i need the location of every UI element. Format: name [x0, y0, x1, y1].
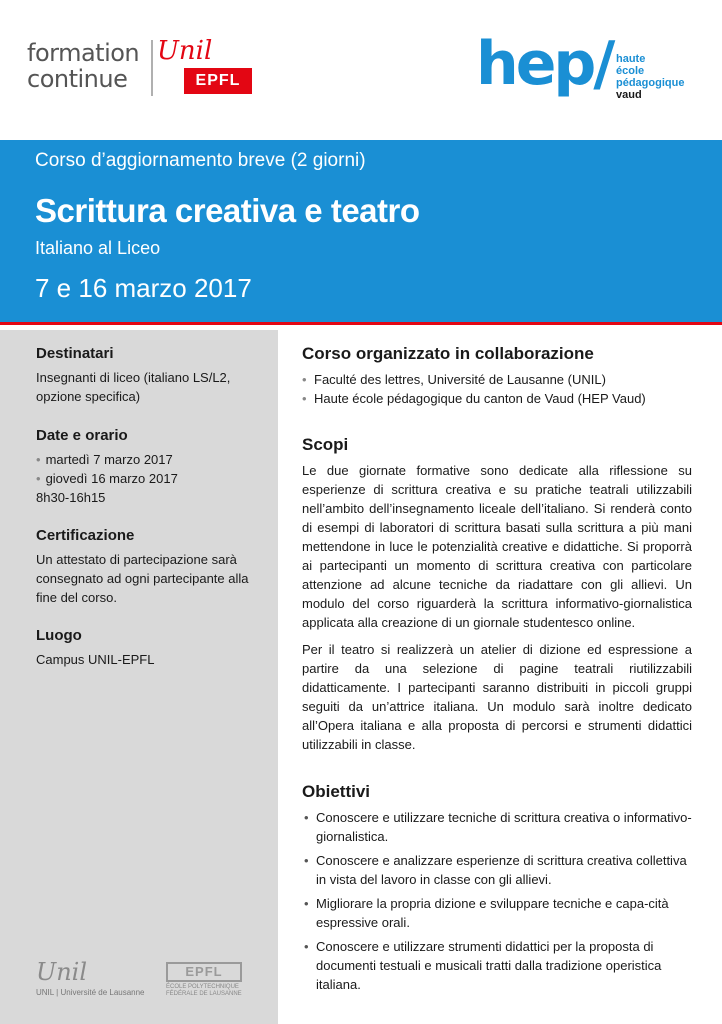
obiettivo-item: • Conoscere e utilizzare strumenti didattici per la proposta di documenti testuali e musicali tratti dalla tradizione operistica italiana. — [302, 937, 692, 994]
luogo-heading: Luogo — [36, 627, 82, 644]
obiettivi-section — [302, 782, 692, 999]
date-list — [36, 450, 271, 488]
destinatari-section — [36, 345, 271, 406]
accent-divider — [0, 322, 722, 325]
luogo-section — [36, 627, 271, 669]
hep-line-3: pédagogique — [616, 77, 685, 89]
page-title: Scrittura creativa e teatro — [35, 192, 420, 229]
footer-unil-logo — [36, 958, 156, 998]
obiettivo-item: • Conoscere e utilizzare tecniche di scrittura creativa o informativo-giornalistica. — [302, 808, 692, 846]
date-section — [36, 427, 271, 507]
hep-line-1: haute — [616, 53, 646, 65]
course-type: Corso d’aggiornamento breve (2 giorni) — [35, 150, 366, 171]
formation-continue-wordmark — [27, 40, 139, 92]
fc-line2: continue — [27, 65, 128, 93]
scopi-paragraph-1: Le due giornate formative sono dedicate alla riflessione su esperienze di scrittura creativa e su pratiche teatrali utilizzabili nell’ambito dell’insegnamento liceale dell’italiano. Si renderà conto di esempi di laboratori di scrittura basati sulla scrittura a più mani mettendone in luce le potenzialità creative e didattiche. Si proporrà ai partecipanti un momento di scrittura creativa con particolare attenzione ad alcune tecniche da riadattare con gli allievi. Un modulo del corso riguarderà la scrittura informativo-giornalistica applicata alla creazione di un giornale studentesco online. — [302, 463, 692, 630]
cert-text: Un attestato di partecipazione sarà consegnato ad ogni partecipante alla fine del corso. — [36, 552, 249, 605]
course-subtitle: Italiano al Liceo — [35, 238, 161, 258]
obiettivo-item: • Migliorare la propria dizione e sviluppare tecniche e capa-cità espressive orali. — [302, 894, 692, 932]
cert-section — [36, 527, 271, 607]
unil-wordmark: Unil — [157, 36, 213, 66]
date-item: • martedì 7 marzo 2017 — [36, 450, 271, 469]
hep-line-2: école — [616, 65, 645, 77]
course-dates: 7 e 16 marzo 2017 — [35, 273, 252, 303]
footer-unil-wordmark: Unil — [36, 958, 88, 986]
collab-list — [302, 370, 692, 408]
date-item: • giovedì 16 marzo 2017 — [36, 469, 271, 488]
hep-wordmark: hep/ — [476, 29, 613, 99]
destinatari-text: Insegnanti di liceo (italiano LS/L2, opzione specifica) — [36, 370, 231, 404]
hep-vaud-logo — [476, 29, 706, 115]
obiettivi-list — [302, 808, 692, 994]
epfl-wordmark: EPFL — [184, 68, 252, 94]
footer-epfl-caption: ÉCOLE POLYTECHNIQUE FÉDÉRALE DE LAUSANNE — [166, 984, 242, 997]
footer-unil-caption: UNIL | Université de Lausanne — [36, 988, 145, 997]
collab-section — [302, 344, 692, 408]
cert-heading: Certificazione — [36, 527, 135, 544]
collab-item: • Haute école pédagogique du canton de Vaud (HEP Vaud) — [302, 389, 692, 408]
obiettivi-heading: Obiettivi — [302, 782, 371, 801]
title-banner — [0, 140, 722, 322]
footer-epfl-wordmark: EPFL — [166, 962, 242, 982]
scopi-section — [302, 435, 692, 762]
footer-epfl-logo — [166, 962, 246, 998]
destinatari-heading: Destinatari — [36, 345, 114, 362]
luogo-text: Campus UNIL-EPFL — [36, 652, 155, 667]
formation-continue-logo — [27, 36, 267, 102]
scopi-heading: Scopi — [302, 435, 349, 454]
date-heading: Date e orario — [36, 427, 128, 444]
scopi-paragraph-2: Per il teatro si realizzerà un atelier di dizione ed espressione a partire da una selezione di pagine teatrali riutilizzabili didatticamente. I partecipanti saranno distribuiti in piccoli gruppi seguiti da un’attrice italiana. Un modulo sarà inoltre dedicato all’Opera italiana e alla proposta di percorsi e strumenti didattici utilizzabili in classe. — [302, 642, 692, 752]
fc-line1: formation — [27, 39, 140, 67]
collab-heading: Corso organizzato in collaborazione — [302, 344, 594, 363]
obiettivo-item: • Conoscere e analizzare esperienze di scrittura creativa collettiva in vista del lavoro in classe con gli allievi. — [302, 851, 692, 889]
hep-tagline — [616, 53, 684, 101]
collab-item: • Faculté des lettres, Université de Lausanne (UNIL) — [302, 370, 692, 389]
hep-line-4: vaud — [616, 89, 642, 101]
hours-text: 8h30-16h15 — [36, 490, 106, 505]
logo-divider — [151, 40, 153, 96]
